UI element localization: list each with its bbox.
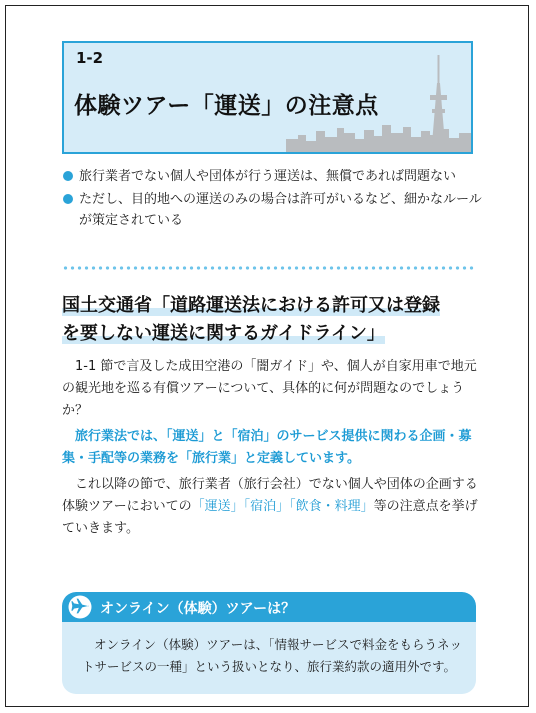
bullet-dot-icon <box>63 194 73 204</box>
callout-text: オンライン（体験）ツアーは、「情報サービスで料金をもらうネットサービスの一種」という扱いとなり、旅行業約款の適用外です。 <box>82 637 463 674</box>
body-paragraph-3-end: 等の注意点を挙げていきます。 <box>62 499 478 536</box>
body-paragraph-3-start: これ以降の節で、旅行業者（旅行会社）でない個人や団体の企画する体験ツアーにおいての <box>62 477 478 514</box>
bullet-text: ただし、目的地への運送のみの場合は許可がいるなど、細かなルールが策定されている <box>79 192 482 228</box>
section-heading <box>62 292 478 348</box>
bullet-item <box>62 166 482 187</box>
page-title: 体験ツアー「運送」の注意点 <box>74 93 379 119</box>
bullet-dot-icon <box>63 171 73 181</box>
summary-bullet-list <box>62 166 482 233</box>
callout-box <box>62 592 476 694</box>
body-paragraph-3 <box>62 474 480 540</box>
callout-title: オンライン（体験）ツアーは？ <box>100 601 296 617</box>
bullet-item <box>62 189 482 231</box>
body-text <box>62 356 480 544</box>
dotted-divider <box>62 266 476 270</box>
airplane-icon <box>68 595 92 619</box>
callout-header <box>62 592 476 622</box>
body-paragraph-1: 1-1 節で言及した成田空港の「闇ガイド」や、個人が自家用車で地元の観光地を巡る有償ツアーについて、具体的に何が問題なのでしょうか？ <box>62 359 477 418</box>
section-number: 1-2 <box>76 49 104 67</box>
section-heading-line-2: を要しない運送に関するガイドライン」 <box>62 323 385 344</box>
body-paragraph-2-emphasis: 旅行業法では、「運送」と「宿泊」のサービス提供に関わる企画・募集・手配等の業務を「旅行業」と定義しています。 <box>62 429 472 466</box>
section-heading-line-1: 国土交通省「道路運送法における許可又は登録 <box>62 295 440 316</box>
body-paragraph-3-keywords: 「運送」「宿泊」「飲食・料理」 <box>191 499 374 514</box>
title-header-box <box>62 41 473 154</box>
bullet-text: 旅行業者でない個人や団体が行う運送は、無償であれば問題ない <box>79 169 457 184</box>
